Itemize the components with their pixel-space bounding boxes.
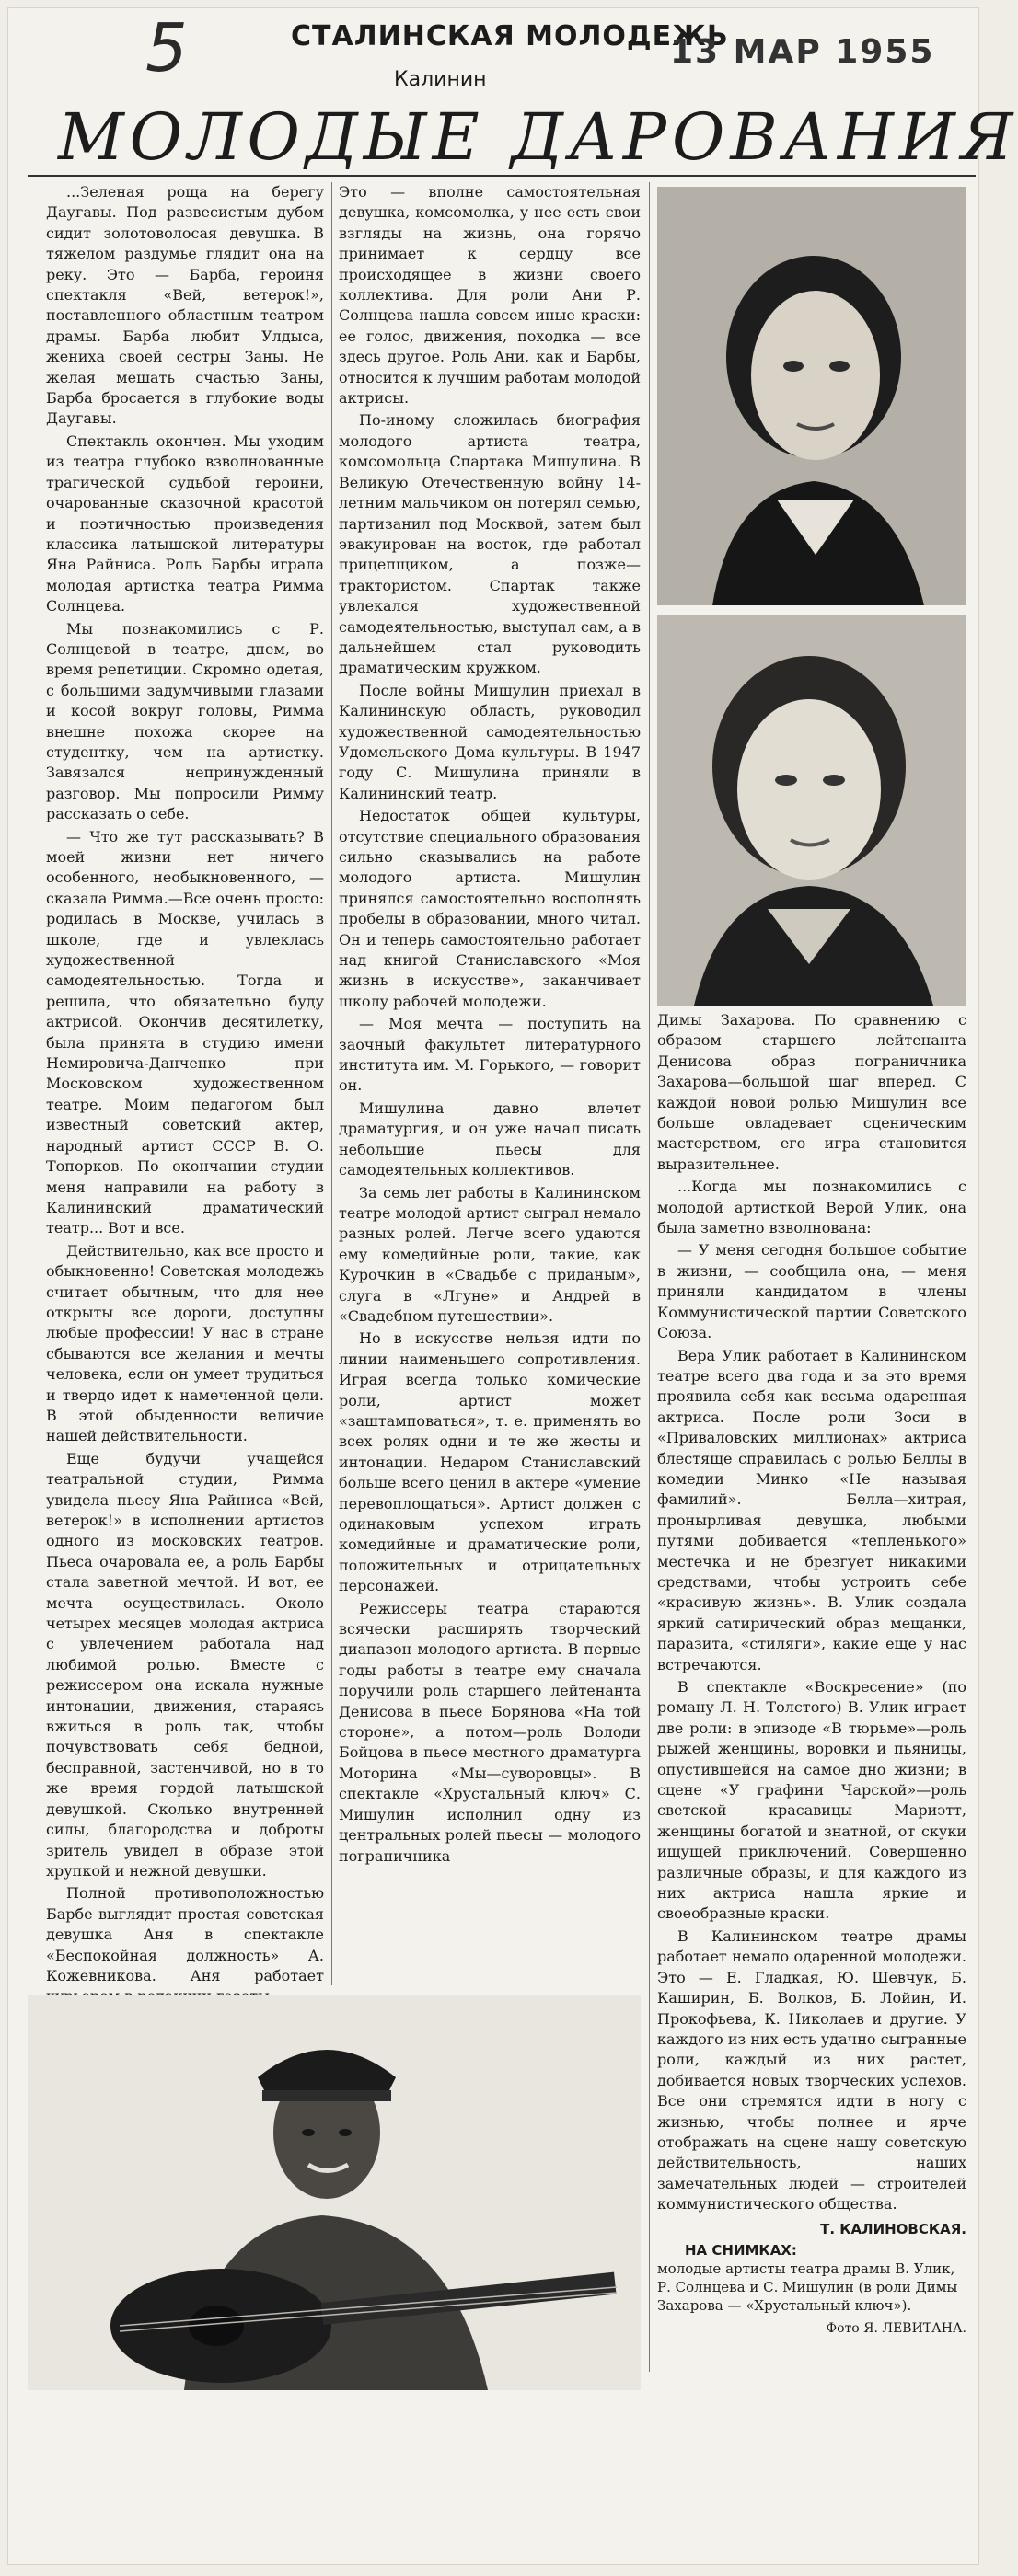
- caption-text: молодые артисты театра драмы В. Улик, Р. Солнцева и С. Мишулин (в роли Димы Захарова — «Хрустальный ключ»).: [657, 2260, 958, 2314]
- paragraph: Действительно, как все просто и обыкновенно! Советская молодежь считает обычным, что для нее открыты все дороги, доступны любые профессии! У нас в стране сбываются все желания и мечты человека, если он умеет трудиться и твердо идет к намеченной цели. В этой обыденности величие нашей действительности.: [46, 1241, 324, 1445]
- column-divider: [331, 182, 332, 1985]
- photo-credit: Фото Я. ЛЕВИТАНА.: [826, 2320, 966, 2336]
- paragraph: В спектакле «Воскресение» (по роману Л. Н. Толстого) В. Улик играет две роли: в эпизоде «В тюрьме»—роль рыжей женщины, воровки и пьяницы, опустившейся на самое дно жизни; в сцене «У графини Чарской»—роль светской красавицы Мариэтт, женщины богатой и знатной, от скуки ищущей приключений. Совершенно различные образы, и для каждого из них актриса нашла яркие и своеобразные краски.: [657, 1678, 966, 1923]
- paragraph: — Что же тут рассказывать? В моей жизни нет ничего особенного, необыкновенного, — сказала Римма.—Все очень просто: родилась в Москве, училась в школе, где и увлеклась художественной самодеятельностью. Тогда и решила, что обязательно буду актрисой. Окончив десятилетку, была принята в студию имени Немировича-Данченко при Московском художественном театре. Моим педагогом был известный советский актер, народный артист СССР В. О. Топорков. По окончании студии меня направили на работу в Калининский драматический театр... Вот и все.: [46, 827, 324, 1237]
- headline-rule: [28, 175, 976, 177]
- author-signature: Т. КАЛИНОВСКАЯ.: [820, 2220, 966, 2237]
- paragraph: Мы познакомились с Р. Солнцевой в театре, днем, во время репетиции. Скромно одетая, с большими задумчивыми глазами и косой вокруг головы, Римма внешне похожа скорее на студентку, чем на артистку. Завязался непринужденный разговор. Мы попросили Римму рассказать о себе.: [46, 619, 324, 823]
- paragraph: По-иному сложилась биография молодого артиста театра, комсомольца Спартака Мишулина. В Великую Отечественную войну 14-летним мальчиком он потерял семью, партизанил под Москвой, затем был эвакуирован на восток, где работал прицепщиком, а позже—трактористом. Спартак также увлекался художественной самодеятельностью, выступал сам, а в дальнейшем стал руководить драматическим кружком.: [339, 411, 641, 677]
- paragraph: Недостаток общей культуры, отсутствие специального образования сильно сказывались на работе молодого артиста. Мишулин принялся самостоятельно восполнять пробелы в образовании, много читал. Он и теперь самостоятельно работает над книгой Станиславского «Моя жизнь в искусстве», заканчивает школу рабочей молодежи.: [339, 807, 641, 1010]
- paragraph: ...Зеленая роща на берегу Даугавы. Под развесистым дубом сидит золотоволосая девушка. В тяжелом раздумье глядит она на реку. Это — Барба, героиня спектакля «Вей, ветерок!», поставленного областным театром драмы. Барба любит Улдыса, жениха своей сестры Заны. Не желая мешать счастью Заны, Барба бросается в глубокие воды Даугавы.: [46, 183, 324, 428]
- paragraph: Вера Улик работает в Калининском театре всего два года и за это время проявила себя как весьма одаренная актриса. После роли Зоси в «Приваловских миллионах» актриса блестяще справилась с ролью Беллы в комедии Минко «Не называя фамилий». Белла—хитрая, пронырливая девушка, любыми путями добивается «тепленького» местечка и не брезгует никакими средствами, чтобы устроить себе «красивую жизнь». В. Улик создала яркий сатирический образ мещанки, паразита, «стиляги», какие еще у нас встречаются.: [657, 1346, 966, 1673]
- city-label: Калинин: [394, 68, 487, 91]
- paragraph: — У меня сегодня большое событие в жизни, — сообщила она, — меня приняли кандидатом в члены Коммунистической партии Советского Союза.: [657, 1241, 966, 1342]
- article-column-1: [46, 182, 324, 1985]
- paragraph: Мишулина давно влечет драматургия, и он уже начал писать небольшие пьесы для самодеятельных коллективов.: [339, 1098, 641, 1179]
- portrait-photo-rimma: [657, 187, 966, 605]
- article-column-3: [657, 1010, 966, 2390]
- paragraph: Полной противоположностью Барбе выглядит простая советская девушка Аня в спектакле «Беспокойная должность» А. Кожевникова. Аня работает: [46, 1884, 324, 1984]
- caption-heading: НА СНИМКАХ:: [685, 2241, 797, 2259]
- newspaper-title: СТАЛИНСКАЯ МОЛОДЕЖЬ: [291, 20, 729, 52]
- paragraph: ...Когда мы познакомились с молодой артисткой Верой Улик, она была заметно взволнована:: [657, 1178, 966, 1237]
- paragraph: Это — вполне самостоятельная девушка, комсомолка, у нее есть свои взгляды на жизнь, она горячо принимает к сердцу все происходящее в жизни своего коллектива. Для роли Ани Р. Солнцева нашла совсем иные краски: ее голос, движения, походка — все здесь другое. Роль Ани, как и Барбы, относится к лучшим работам молодой актрисы.: [339, 183, 641, 408]
- paragraph: После войны Мишулин приехал в Калининскую область, руководил художественной самодеятельностью Удомельского Дома культуры. В 1947 году С. Мишулина приняли в Калининский театр.: [339, 681, 641, 802]
- column-divider: [649, 182, 650, 2372]
- paragraph: Режиссеры театра стараются всячески расширять творческий диапазон молодого артиста. В первые годы работы в театре ему сначала поручили роль старшего лейтенанта Денисова в пьесе Борянова «На той стороне», а потом—роль Володи Бойцова в пьесе местного драматурга Моторина «Мы—суворовцы». В спектакле «Хрустальный ключ» С. Мишулин исполнил одну из центральных ролей пьесы — молодого пограничника: [339, 1599, 641, 1865]
- date-stamp: 13 МАР 1955: [670, 33, 935, 71]
- paragraph: Еще будучи учащейся театральной студии, Римма увидела пьесу Яна Райниса «Вей, ветерок!» в исполнении артистов одного из московских театров. Пьеса очаровала ее, а роль Барбы стала заветной мечтой. И вот, ее мечта осуществилась. Около четырех месяцев молодая актриса с увлечением работала над любимой ролью. Вместе с режиссером она искала нужные интонации, движения, стараясь вжиться в роль так, чтобы почувствовать себя бедной, бесправной, застенчивой, но в то же время гордой латышской девушкой. Сколько внутренней силы, благородства и доброты зритель увидел в образе этой хрупкой и нежной девушки.: [46, 1449, 324, 1880]
- paragraph: В Калининском театре драмы работает немало одаренной молодежи. Это — Е. Гладкая, Ю. Шевчук, Б. Каширин, Б. Волков, Б. Лойин, И. Прокофьева, К. Николаев и другие. У каждого из них есть удачно сыгранные роли, каждый из них растет, добивается новых творческих успехов. Все они стремятся идти в ногу с жизнью, чтобы полнее и ярче отображать на сцене нашу советскую действительность, наших замечательных людей — строителей коммунистического общества.: [657, 1926, 966, 2214]
- paragraph: Но в искусстве нельзя идти по линии наименьшего сопротивления. Играя всегда только комические роли, артист может «заштамповаться», т. е. применять во всех ролях одни и те же жесты и интонации. Недаром Станиславский больше всего ценил в актере «умение перевоплощаться». Артист должен с одинаковым успехом играть комедийные и драматические роли, положительных и отрицательных персонажей.: [339, 1329, 641, 1595]
- paragraph: Спектакль окончен. Мы уходим из театра глубоко взволнованные трагической судьбой героини, очарованные сказочной красотой и поэтичностью произведения классика латышской литературы Яна Райниса. Роль Барбы играла молодая артистка театра Римма Солнцева.: [46, 431, 324, 615]
- page-number: 5: [145, 9, 188, 86]
- photo-caption: [657, 2241, 966, 2315]
- paragraph: — Моя мечта — поступить на заочный факультет литературного института им. М. Горького, — говорит он.: [339, 1015, 641, 1095]
- newspaper-page: [7, 7, 1018, 2565]
- paragraph: Димы Захарова. По сравнению с образом старшего лейтенанта Денисова образ пограничника Захарова—большой шаг вперед. С каждой новой ролью Мишулин все больше овладевает сценическим мастерством, его игра становится выразительнее.: [657, 1011, 966, 1173]
- article-column-2: [339, 182, 641, 1985]
- photo-mishulin-guitar: [28, 1995, 641, 2390]
- article-headline: МОЛОДЫЕ ДАРОВАНИЯ: [58, 99, 1018, 175]
- paragraph: За семь лет работы в Калининском театре молодой артист сыграл немало разных ролей. Легче всего удаются ему комедийные роли, такие, как Курочкин в «Свадьбе с приданым», слуга в «Лгуне» и Андрей в «Свадебном путешествии».: [339, 1183, 641, 1325]
- portrait-photo-vera: [657, 615, 966, 1006]
